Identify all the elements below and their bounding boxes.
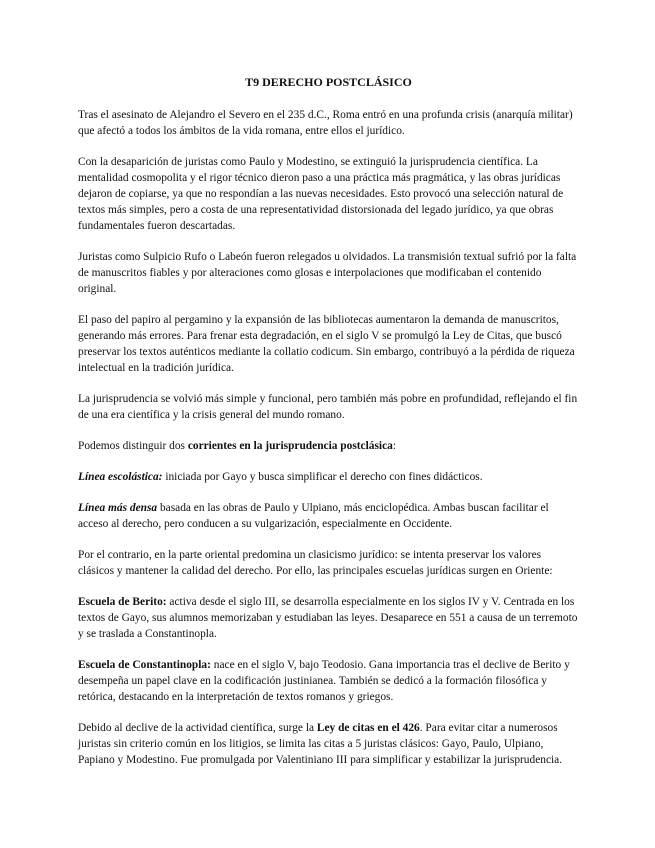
paragraph-escuela-constantinopla	[78, 657, 579, 705]
paragraph-pergamino: El paso del papiro al pergamino y la expansión de las bibliotecas aumentaron la demanda de manuscritos, generando más errores. Para frenar esta degradación, en el siglo V se promulgó la Ley de Citas, que buscó preservar los textos auténticos mediante la collatio codicum. Sin embargo, contribuyó a la pérdida de riqueza intelectual en la tradición jurídica.	[78, 314, 575, 374]
linea-densa-text: basada en las obras de Paulo y Ulpiano, más enciclopédica. Ambas buscan facilitar el acceso al derecho, pero conducen a su vulgarización, especialmente en Occidente.	[78, 502, 549, 530]
escuela-berito-label: Escuela de Berito:	[78, 596, 167, 608]
escuela-constantinopla-label: Escuela de Constantinopla:	[78, 659, 211, 671]
paragraph-jurisprudencia-simple: La jurisprudencia se volvió más simple y funcional, pero también más pobre en profundidad, reflejando el fin de una era científica y la crisis general del mundo romano.	[78, 393, 578, 421]
ley-citas-bold: Ley de citas en el 426	[316, 722, 420, 734]
paragraph-juristas-olvidados: Juristas como Sulpicio Rufo o Labeón fueron relegados u olvidados. La transmisión textual sufrió por la falta de manuscritos fiables y por alteraciones como glosas e interpolaciones que modificaban el contenido original.	[78, 251, 577, 295]
paragraph-ley-citas	[78, 720, 579, 768]
corrientes-bold: corrientes en la jurisprudencia postclásica	[187, 440, 393, 452]
document-title: T9 DERECHO POSTCLÁSICO	[245, 75, 412, 89]
ley-citas-text: . Para evitar citar a numerosos juristas sin criterio común en los litigios, se limita las citas a 5 juristas clásicos: Gayo, Paulo, Ulpiano, Papiano y Modestino. Fue promulgada por Valentiniano III para simplificar y estabilizar la jurisprudencia.	[78, 722, 563, 766]
corrientes-intro: Podemos distinguir dos	[78, 440, 188, 452]
linea-escolastica-text: iniciada por Gayo y busca simplificar el derecho con fines didácticos.	[162, 471, 483, 483]
paragraph-extincion-jurisprudencia: Con la desaparición de juristas como Paulo y Modestino, se extinguió la jurisprudencia científica. La mentalidad cosmopolita y el rigor técnico dieron paso a una práctica más pragmática, y las obras jurídicas dejaron de copiarse, ya que no respondían a las nuevas necesidades. Esto provocó una selección natural de textos más simples, pero a costa de una representatividad distorsionada del legado jurídico, ya que obras fundamentales fueron descartadas.	[78, 156, 564, 232]
paragraph-escuela-berito	[78, 594, 579, 642]
paragraph-linea-escolastica	[78, 469, 579, 485]
corrientes-colon: :	[392, 440, 396, 452]
paragraph-crisis: Tras el asesinato de Alejandro el Severo en el 235 d.C., Roma entró en una profunda crisis (anarquía militar) que afectó a todos los ámbitos de la vida romana, entre ellos el jurídico.	[78, 109, 573, 137]
escuela-berito-text: activa desde el siglo III, se desarrolla especialmente en los siglos IV y V. Centrada en los textos de Gayo, sus alumnos memorizaban y estudiaban las leyes. Desaparece en 551 a causa de un terremoto y se traslada a Constantinopla.	[78, 596, 578, 640]
paragraph-corrientes	[78, 438, 579, 454]
ley-citas-intro: Debido al declive de la actividad científica, surge la	[78, 722, 317, 734]
paragraph-clasicismo-oriental: Por el contrario, en la parte oriental predomina un clasicismo jurídico: se intenta preservar los valores clásicos y mantener la calidad del derecho. Por ello, las principales escuelas jurídicas surgen en Oriente:	[78, 549, 553, 577]
linea-densa-label: Línea más densa	[78, 502, 158, 514]
paragraph-linea-densa	[78, 500, 579, 532]
escuela-constantinopla-text: nace en el siglo V, bajo Teodosio. Gana importancia tras el declive de Berito y desempeña un papel clave en la codificación justinianea. También se dedicó a la formación filosófica y retórica, destacando en la interpretación de textos romanos y griegos.	[78, 659, 570, 703]
linea-escolastica-label: Línea escolástica:	[78, 471, 163, 483]
